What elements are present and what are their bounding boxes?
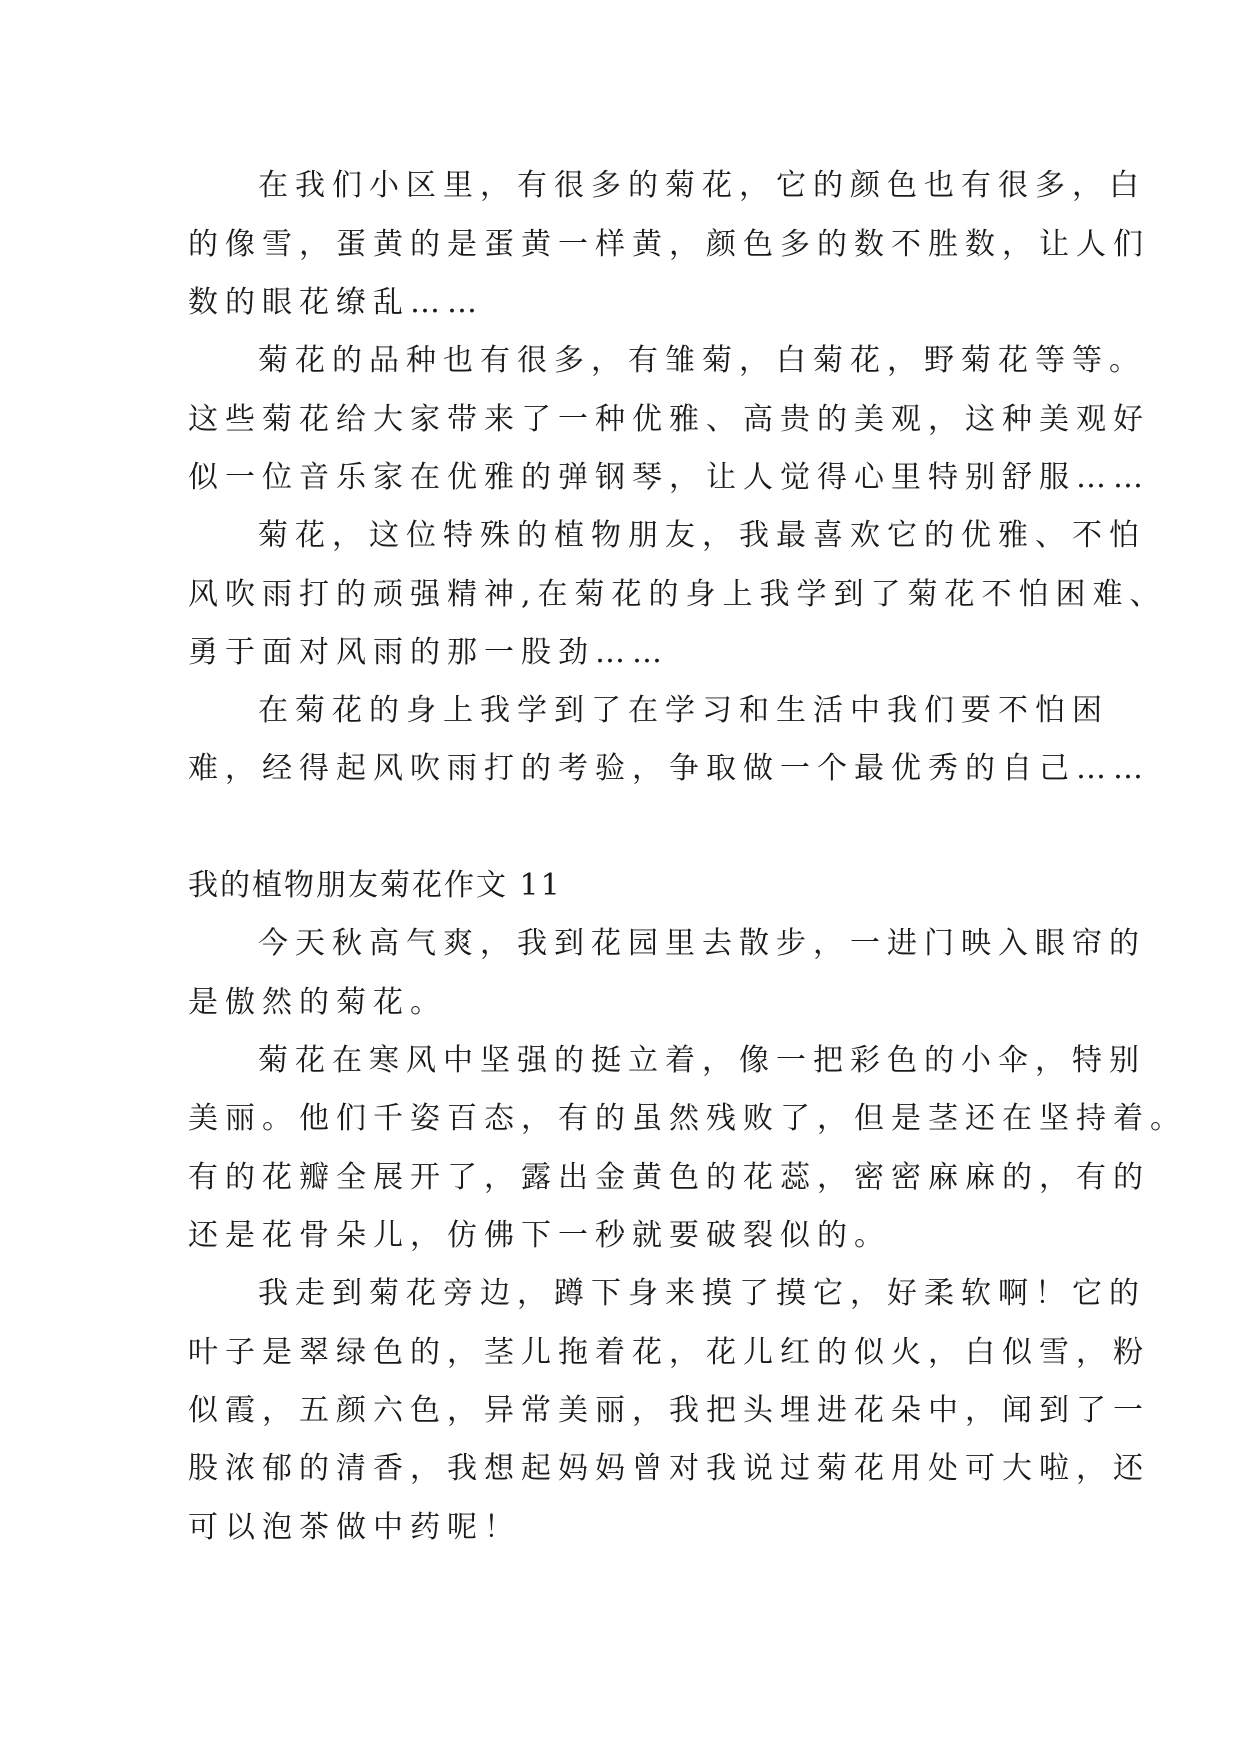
paragraph-5-line-1: 今天秋高气爽，我到花园里去散步，一进门映入眼帘的 <box>258 926 1146 961</box>
paragraph-6-line-2: 美丽。他们千姿百态，有的虽然残败了，但是茎还在坚持着。 <box>188 1101 1187 1136</box>
paragraph-6-line-3: 有的花瓣全展开了，露出金黄色的花蕊，密密麻麻的，有的 <box>188 1160 1150 1195</box>
essay-title: 我的植物朋友菊花作文 11 <box>188 868 562 903</box>
paragraph-3-line-3: 勇于面对风雨的那一股劲…… <box>188 635 669 670</box>
paragraph-3-line-1: 菊花，这位特殊的植物朋友，我最喜欢它的优雅、不怕 <box>258 518 1146 553</box>
paragraph-2-line-3: 似一位音乐家在优雅的弹钢琴，让人觉得心里特别舒服…… <box>188 460 1150 495</box>
paragraph-2-line-2: 这些菊花给大家带来了一种优雅、高贵的美观，这种美观好 <box>188 402 1150 437</box>
paragraph-5-line-2: 是傲然的菊花。 <box>188 985 447 1020</box>
paragraph-4-line-2: 难，经得起风吹雨打的考验，争取做一个最优秀的自己…… <box>188 751 1150 786</box>
paragraph-2-line-1: 菊花的品种也有很多，有雏菊，白菊花，野菊花等等。 <box>258 343 1146 378</box>
paragraph-7-line-1: 我走到菊花旁边，蹲下身来摸了摸它，好柔软啊！它的 <box>258 1276 1146 1311</box>
paragraph-1-line-1: 在我们小区里，有很多的菊花，它的颜色也有很多，白 <box>258 168 1146 203</box>
paragraph-1-line-2: 的像雪，蛋黄的是蛋黄一样黄，颜色多的数不胜数，让人们 <box>188 227 1150 262</box>
paragraph-4-line-1: 在菊花的身上我学到了在学习和生活中我们要不怕困 <box>258 693 1109 728</box>
paragraph-6-line-4: 还是花骨朵儿，仿佛下一秒就要破裂似的。 <box>188 1218 891 1253</box>
paragraph-7-line-3: 似霞，五颜六色，异常美丽，我把头埋进花朵中，闻到了一 <box>188 1393 1150 1428</box>
paragraph-3-line-2: 风吹雨打的顽强精神,在菊花的身上我学到了菊花不怕困难、 <box>188 577 1167 612</box>
paragraph-1-line-3: 数的眼花缭乱…… <box>188 285 484 320</box>
paragraph-7-line-2: 叶子是翠绿色的，茎儿拖着花，花儿红的似火，白似雪，粉 <box>188 1335 1150 1370</box>
paragraph-7-line-5: 可以泡茶做中药呢！ <box>188 1510 521 1545</box>
paragraph-7-line-4: 股浓郁的清香，我想起妈妈曾对我说过菊花用处可大啦，还 <box>188 1451 1150 1486</box>
paragraph-6-line-1: 菊花在寒风中坚强的挺立着，像一把彩色的小伞，特别 <box>258 1043 1146 1078</box>
